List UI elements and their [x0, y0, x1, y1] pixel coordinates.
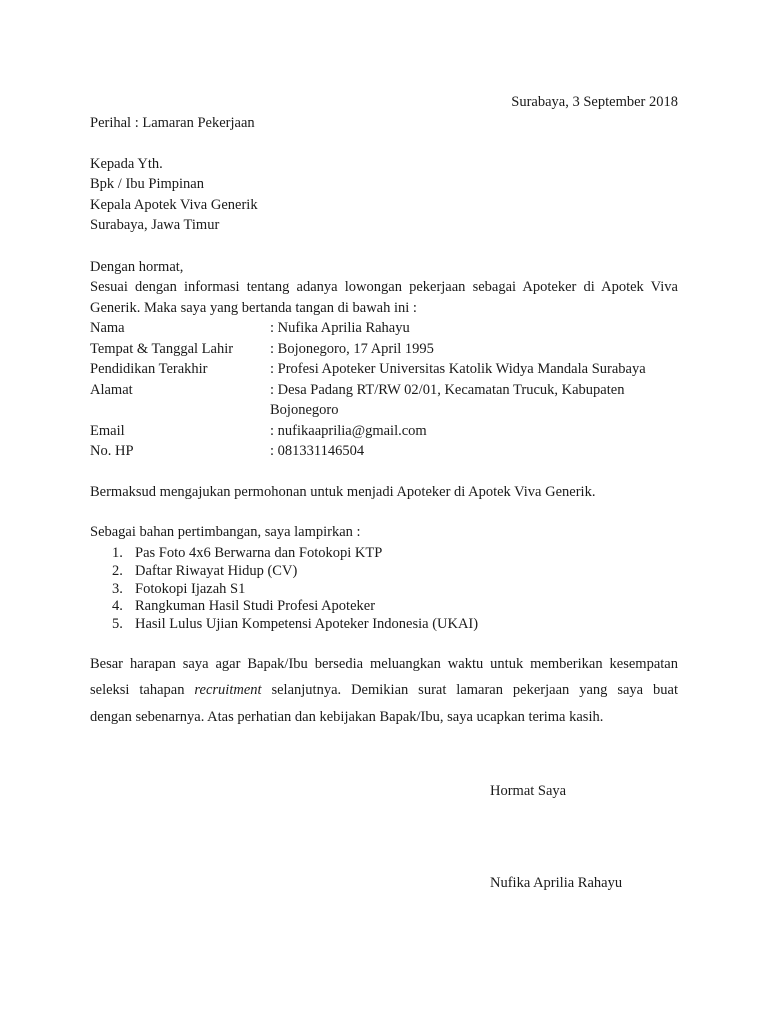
letter-subject: Perihal : Lamaran Pekerjaan: [90, 115, 255, 131]
field-value-email: : nufikaaprilia@gmail.com: [270, 423, 427, 439]
closing-line-2: [90, 680, 678, 700]
field-value-nama: : Nufika Aprilia Rahayu: [270, 320, 410, 336]
list-item-number: 5.: [112, 616, 123, 632]
recipient-line-4: Surabaya, Jawa Timur: [90, 217, 220, 233]
closing-line-1: Besar harapan saya agar Bapak/Ibu bersedia meluangkan waktu untuk memberikan kesempatan: [90, 656, 678, 672]
field-label-nama: Nama: [90, 320, 125, 336]
purpose-statement: Bermaksud mengajukan permohonan untuk menjadi Apoteker di Apotek Viva Generik.: [90, 484, 596, 500]
intro-line-1: Sesuai dengan informasi tentang adanya lowongan pekerjaan sebagai Apoteker di Apotek Viva: [90, 279, 678, 295]
field-label-email: Email: [90, 423, 125, 439]
greeting: Dengan hormat,: [90, 259, 184, 275]
list-item: Hasil Lulus Ujian Kompetensi Apoteker Indonesia (UKAI): [135, 616, 479, 632]
list-item: Rangkuman Hasil Studi Profesi Apoteker: [135, 598, 376, 614]
recipient-line-3: Kepala Apotek Viva Generik: [90, 197, 258, 213]
signoff: Hormat Saya: [490, 783, 567, 799]
field-value-ttl: : Bojonegoro, 17 April 1995: [270, 341, 434, 357]
signer-name: Nufika Aprilia Rahayu: [490, 875, 623, 891]
field-value-alamat-2: Bojonegoro: [270, 402, 339, 418]
field-value-alamat: : Desa Padang RT/RW 02/01, Kecamatan Trucuk, Kabupaten: [270, 382, 625, 398]
field-label-alamat: Alamat: [90, 382, 133, 398]
letter-date: Surabaya, 3 September 2018: [511, 94, 678, 110]
closing-line-2-pre: seleksi tahapan: [90, 682, 195, 698]
recipient-line-1: Kepada Yth.: [90, 156, 163, 172]
attachments-intro: Sebagai bahan pertimbangan, saya lampirkan :: [90, 524, 361, 540]
list-item: Fotokopi Ijazah S1: [135, 581, 246, 597]
list-item-number: 3.: [112, 581, 123, 597]
closing-line-2-post: selanjutnya. Demikian surat lamaran pekerjaan yang saya buat: [261, 682, 678, 698]
field-value-hp: : 081331146504: [270, 443, 365, 459]
intro-line-2: Generik. Maka saya yang bertanda tangan di bawah ini :: [90, 300, 417, 316]
list-item-number: 4.: [112, 598, 123, 614]
closing-line-3: dengan sebenarnya. Atas perhatian dan kebijakan Bapak/Ibu, saya ucapkan terima kasih.: [90, 709, 604, 725]
field-value-pendidikan: : Profesi Apoteker Universitas Katolik Widya Mandala Surabaya: [270, 361, 646, 377]
closing-line-2-em: recruitment: [194, 682, 262, 698]
field-label-ttl: Tempat & Tanggal Lahir: [90, 341, 234, 357]
field-label-pendidikan: Pendidikan Terakhir: [90, 361, 208, 377]
list-item-number: 2.: [112, 563, 123, 579]
field-label-hp: No. HP: [90, 443, 134, 459]
list-item: Daftar Riwayat Hidup (CV): [135, 563, 298, 579]
list-item: Pas Foto 4x6 Berwarna dan Fotokopi KTP: [135, 545, 383, 561]
list-item-number: 1.: [112, 545, 123, 561]
recipient-line-2: Bpk / Ibu Pimpinan: [90, 176, 204, 192]
